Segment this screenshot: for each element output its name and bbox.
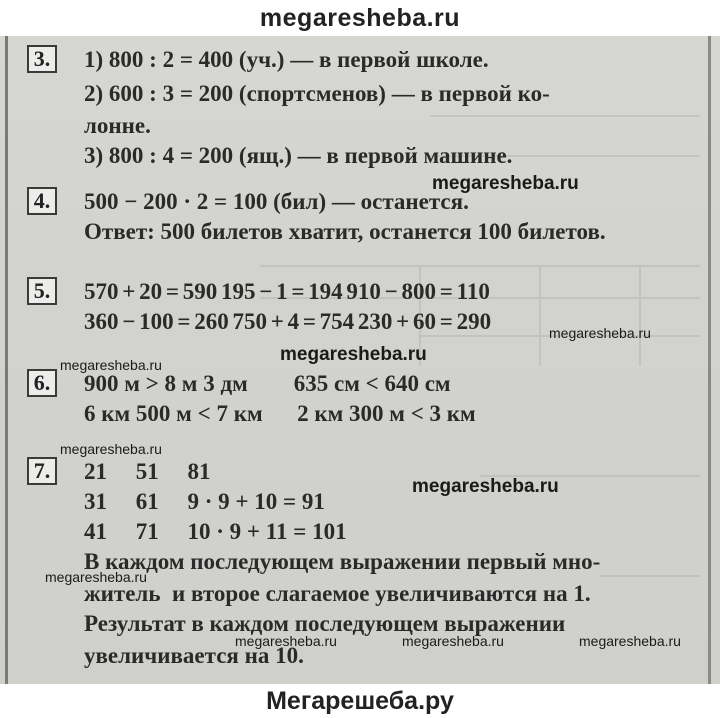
textbook-page	[0, 36, 720, 684]
site-footer-title: Мегарешеба.ру	[266, 686, 454, 715]
task-number-7: 7.	[27, 457, 57, 485]
watermark: megaresheba.ru	[280, 344, 427, 365]
watermark: megaresheba.ru	[579, 633, 681, 649]
task-3-line-3: лонне.	[84, 113, 151, 138]
task-7-line-3: 41 71 10 · 9 + 11 = 101	[84, 519, 347, 544]
watermark: megaresheba.ru	[549, 325, 651, 341]
task-7-line-7: увеличивается на 10.	[84, 643, 304, 668]
site-header	[0, 0, 720, 36]
task-number-5: 5.	[27, 277, 57, 305]
task-7-line-2: 31 61 9 · 9 + 10 = 91	[84, 489, 325, 514]
task-7-line-6: Результат в каждом последующем выражении	[84, 611, 566, 636]
task-6-line-1: 900 м > 8 м 3 дм 635 см < 640 см	[84, 371, 451, 396]
watermark: megaresheba.ru	[235, 633, 337, 649]
task-7-line-1: 21 51 81	[84, 459, 211, 484]
task-4-line-1: 500 − 200 · 2 = 100 (бил) — останется.	[84, 189, 469, 214]
site-footer	[0, 684, 720, 718]
watermark: megaresheba.ru	[402, 633, 504, 649]
watermark: megaresheba.ru	[412, 476, 559, 497]
task-5-line-1: 570 + 20 = 590 195 − 1 = 194 910 − 800 = 110	[84, 279, 490, 304]
task-number-3: 3.	[27, 45, 57, 73]
page-frame-left	[5, 36, 8, 684]
task-3-line-4: 3) 800 : 4 = 200 (ящ.) — в первой машине.	[84, 143, 513, 168]
task-number-6: 6.	[27, 369, 57, 397]
site-header-title: megaresheba.ru	[259, 3, 461, 32]
watermark: megaresheba.ru	[60, 441, 162, 457]
watermark: megaresheba.ru	[60, 357, 162, 373]
task-5-line-2: 360 − 100 = 260 750 + 4 = 754 230 + 60 = 290	[84, 309, 492, 334]
watermark: megaresheba.ru	[432, 173, 579, 194]
watermark: megaresheba.ru	[45, 569, 147, 585]
task-7-line-5: житель и второе слагаемое увеличиваются на 1.	[84, 581, 591, 606]
task-7-line-4: В каждом последующем выражении первый мно-	[84, 549, 601, 574]
task-3-line-1: 1) 800 : 2 = 400 (уч.) — в первой школе.	[84, 47, 489, 72]
task-4-line-2: Ответ: 500 билетов хватит, останется 100 билетов.	[84, 219, 606, 244]
page-frame-right	[708, 36, 711, 684]
task-3-line-2: 2) 600 : 3 = 200 (спортсменов) — в первой ко-	[84, 81, 550, 106]
task-number-4: 4.	[27, 187, 57, 215]
task-6-line-2: 6 км 500 м < 7 км 2 км 300 м < 3 км	[84, 401, 476, 426]
